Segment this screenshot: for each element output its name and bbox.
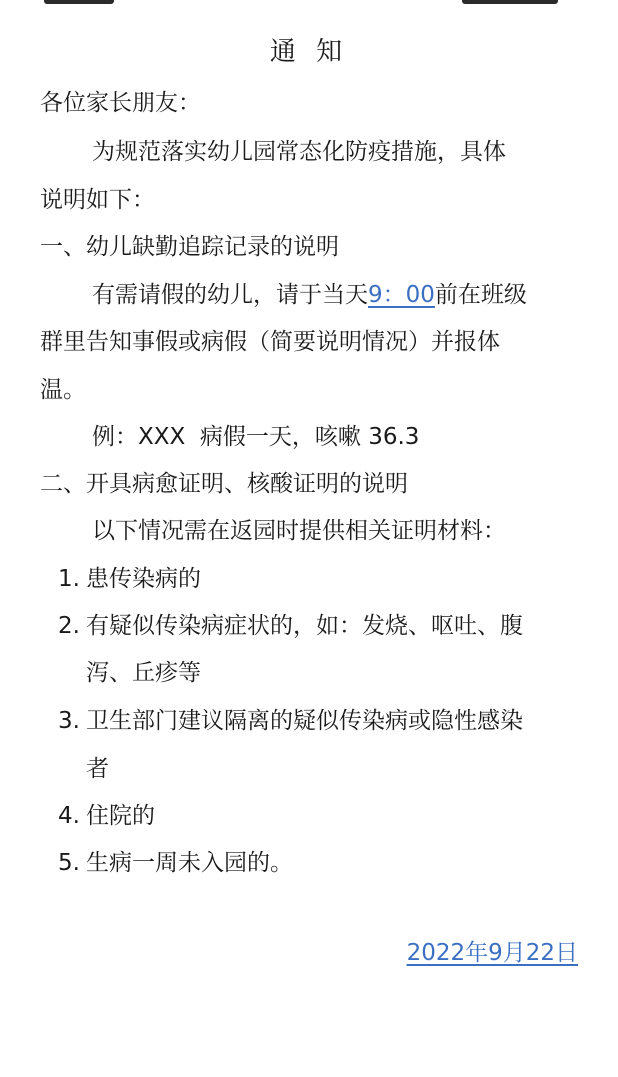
- intro-line-1: 为规范落实幼儿园常态化防疫措施，具体: [92, 139, 506, 165]
- section-1-heading: 一、幼儿缺勤追踪记录的说明: [40, 234, 339, 260]
- list-text: 患传染病的: [86, 566, 201, 592]
- greeting: 各位家长朋友：: [40, 90, 201, 116]
- list-number: 3.: [58, 708, 80, 734]
- section-2-lead: 以下情况需在返园时提供相关证明材料：: [92, 518, 506, 544]
- section-2-heading: 二、开具病愈证明、核酸证明的说明: [40, 471, 408, 497]
- list-number: 4.: [58, 803, 80, 829]
- date-link[interactable]: 2022年9月22日: [406, 940, 578, 966]
- section-1-paragraph-line-1: [92, 276, 527, 314]
- list-text-continued: 泻、丘疹等: [86, 660, 201, 686]
- list-text: 住院的: [86, 803, 155, 829]
- list-number: 2.: [58, 613, 80, 639]
- section-1-paragraph-line-3: 温。: [40, 377, 86, 403]
- list-text: 卫生部门建议隔离的疑似传染病或隐性感染: [86, 708, 523, 734]
- list-number: 5.: [58, 850, 80, 876]
- intro-line-2: 说明如下：: [40, 187, 155, 213]
- list-text: 生病一周未入园的。: [86, 850, 293, 876]
- section-1-example: 例：XXX 病假一天，咳嗽 36.3: [92, 424, 420, 450]
- section-1-paragraph-line-2: 群里告知事假或病假（简要说明情况）并报体: [40, 329, 500, 355]
- list-text: 有疑似传染病症状的，如：发烧、呕吐、腹: [86, 613, 523, 639]
- time-link[interactable]: 9：00: [368, 282, 435, 308]
- notice-title: 通 知: [269, 37, 349, 67]
- paragraph-text-before-time: 有需请假的幼儿，请于当天: [92, 282, 368, 308]
- list-number: 1.: [58, 566, 80, 592]
- paragraph-text-after-time: 前在班级: [434, 282, 527, 308]
- list-text-continued: 者: [86, 756, 109, 782]
